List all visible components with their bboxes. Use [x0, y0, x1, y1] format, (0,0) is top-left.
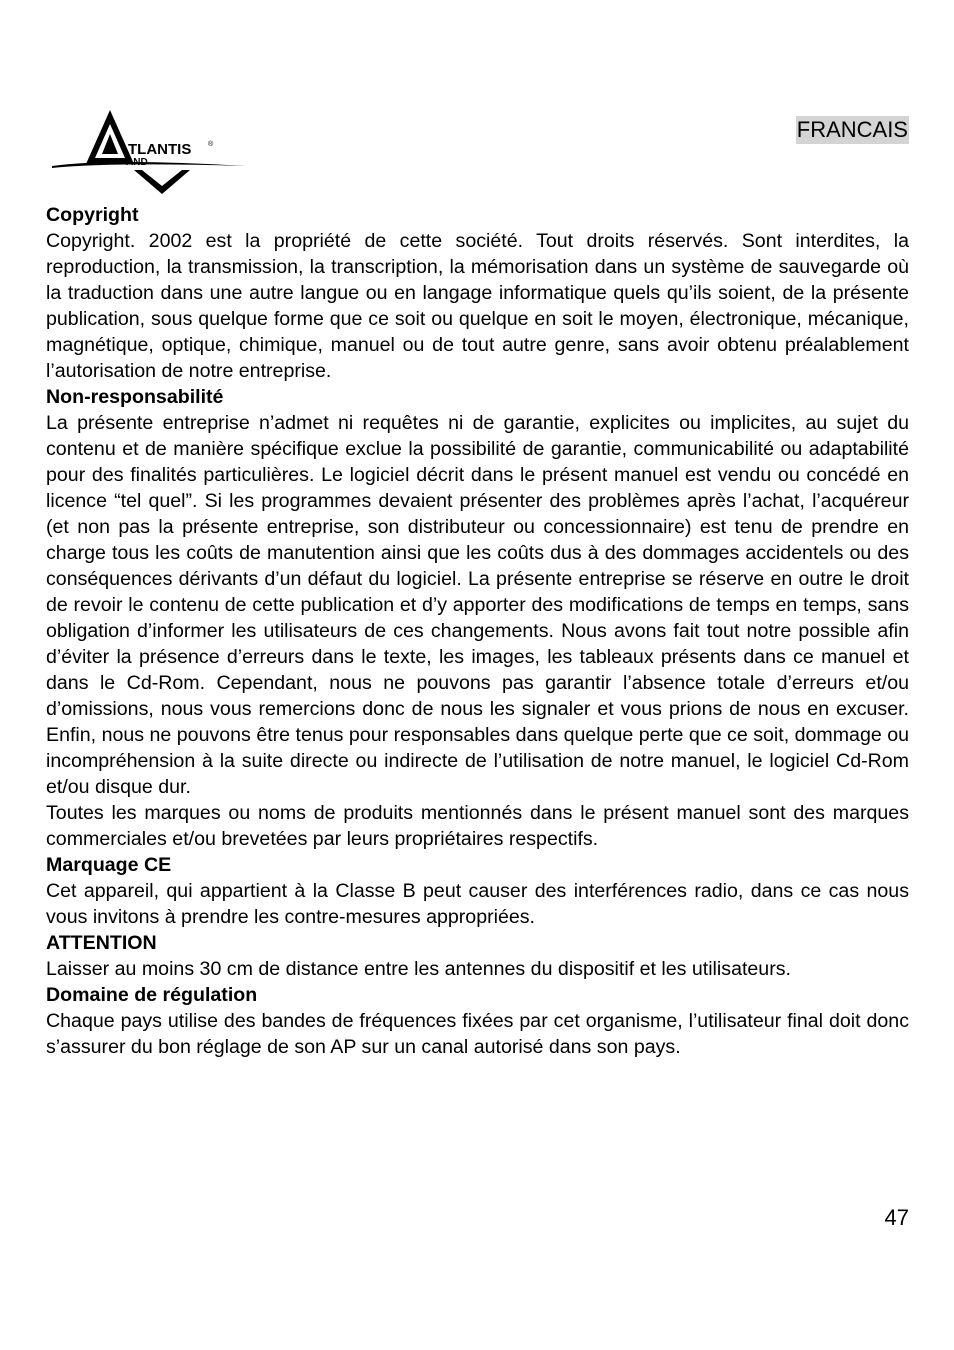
section-paragraph: Toutes les marques ou noms de produits mentionnés dans le présent manuel sont des marques commerciales et/ou brevetées par leurs propriétaires respectifs.: [46, 802, 909, 850]
section-heading: Non-responsabilité: [46, 386, 224, 408]
page-number: 47: [884, 1205, 909, 1230]
document-body: [46, 202, 909, 1060]
section-paragraph: Chaque pays utilise des bandes de fréquences fixées par cet organisme, l’utilisateur final doit donc s’assurer du bon réglage de son AP sur un canal autorisé dans son pays.: [46, 1010, 909, 1058]
section-heading: Marquage CE: [46, 854, 172, 876]
section-heading: Copyright: [46, 204, 139, 226]
section-paragraph: La présente entreprise n’admet ni requêtes ni de garantie, explicites ou implicites, au sujet du contenu et de manière spécifique exclue la possibilité de garantie, communicabilité ou adaptabilité pour des finalités particulières. Le logiciel décrit dans le présent manuel est vendu ou concédé en licence “tel quel”. Si les programmes devaient présenter des problèmes après l’achat, l’acquéreur (et non pas la présente entreprise, son distributeur ou concessionnaire) est tenu de prendre en charge tous les coûts de manutention ainsi que les coûts dus à des dommages accidentels ou des conséquences dérivants d’un défaut du logiciel. La présente entreprise se réserve en outre le droit de revoir le contenu de cette publication et d’y apporter des modifications de temps en temps, sans obligation d’informer les utilisateurs de ces changements. Nous avons fait tout notre possible afin d’éviter la présence d’erreurs dans le texte, les images, les tableaux présents dans ce manuel et dans le Cd-Rom. Cependant, nous ne pouvons pas garantir l’absence totale d’erreurs et/ou d’omissions, nous vous remercions donc de nous les signaler et vous prions de nous en excuser. Enfin, nous ne pouvons être tenus pour responsables dans quelque perte que ce soit, dommage ou incompréhension à la suite directe ou indirecte de l’utilisation de notre manuel, le logiciel Cd-Rom et/ou disque dur.: [46, 412, 909, 798]
section-paragraph: Cet appareil, qui appartient à la Classe B peut causer des interférences radio, dans ce cas nous vous invitons à prendre les contre-mesures appropriées.: [46, 880, 909, 928]
svg-text:®: ®: [208, 141, 214, 148]
svg-text:AND: AND: [126, 157, 148, 168]
section-paragraph: Laisser au moins 30 cm de distance entre les antennes du dispositif et les utilisateurs.: [46, 958, 791, 980]
section-heading: ATTENTION: [46, 932, 157, 954]
language-label: FRANCAIS: [796, 117, 908, 142]
atlantis-land-logo: [50, 108, 250, 196]
section-heading: Domaine de régulation: [46, 984, 258, 1006]
svg-text:TLANTIS: TLANTIS: [128, 141, 192, 158]
section-paragraph: Copyright. 2002 est la propriété de cette société. Tout droits réservés. Sont interdites, la reproduction, la transmission, la transcription, la mémorisation dans un système de sauvegarde où la traduction dans une autre langue ou en langage informatique quels qu’ils soient, de la présente publication, sous quelque forme que ce soit ou quelque en soit le moyen, électronique, mécanique, magnétique, optique, chimique, manuel ou de tout autre genre, sans avoir obtenu préalablement l’autorisation de notre entreprise.: [46, 230, 909, 382]
